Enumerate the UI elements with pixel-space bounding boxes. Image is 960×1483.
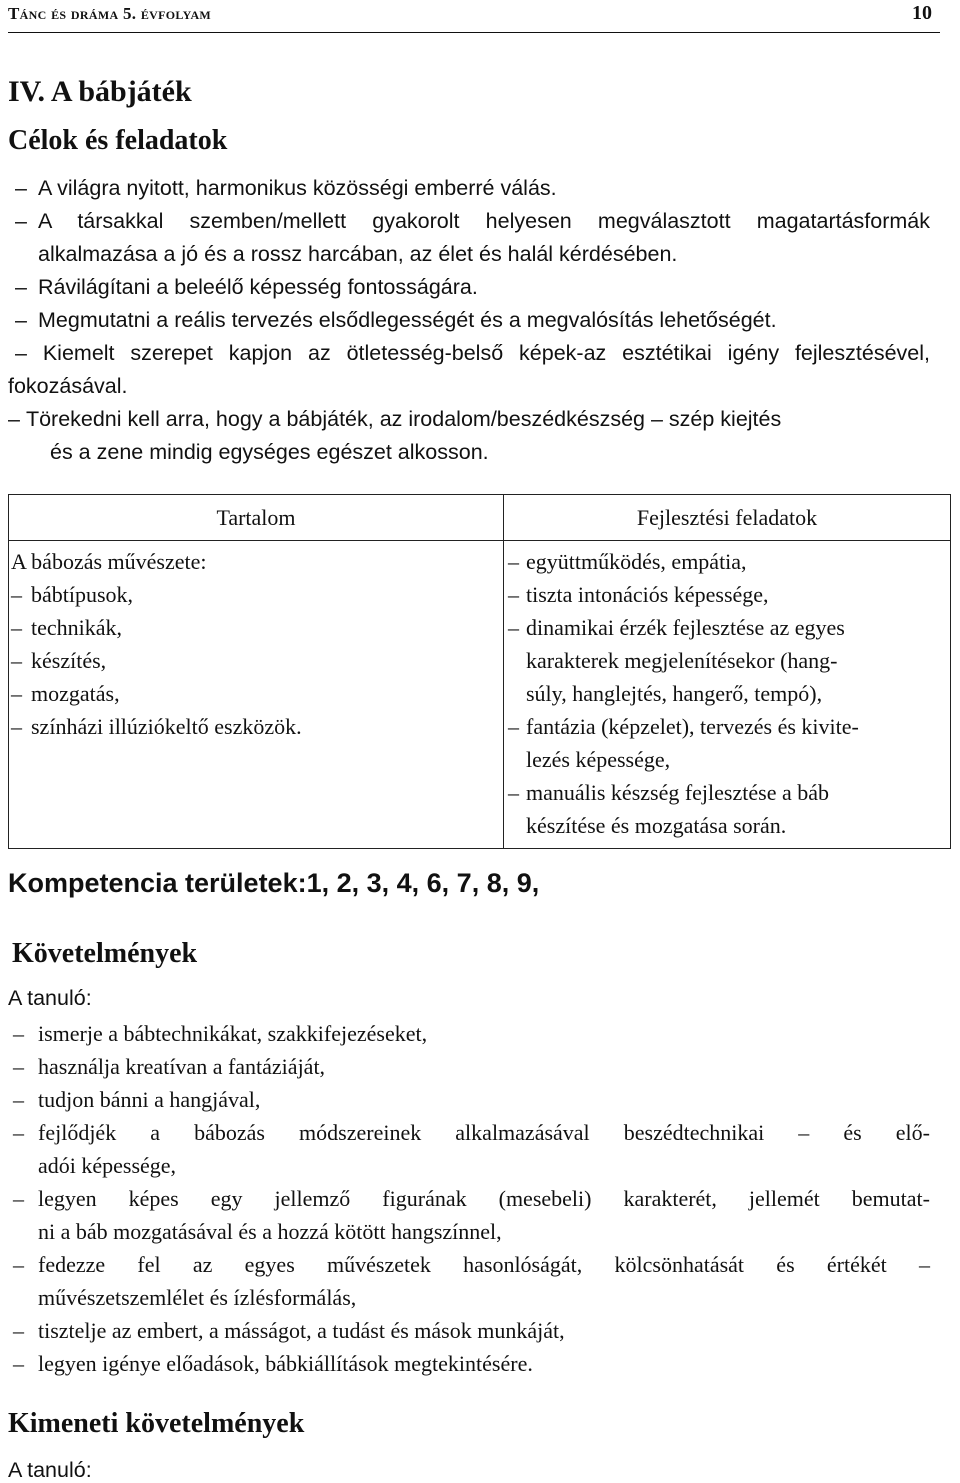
running-header-title: Tánc és dráma 5. évfolyam — [8, 4, 212, 23]
list-item: – mozgatás, — [11, 681, 120, 706]
competence-heading: Kompetencia területek:1, 2, 3, 4, 6, 7, 8, 9, — [8, 868, 540, 898]
output-requirements-heading: Kimeneti követelmények — [8, 1408, 305, 1439]
dash-bullet: – — [15, 209, 27, 233]
list-item: – fejlődjék a bábozás módszereinek alkalmazásával beszédtechnikai – és elő- adói képessége, — [13, 1120, 930, 1178]
list-item: – együttműködés, empátia, — [508, 549, 747, 574]
list-item: – használja kreatívan a fantáziáját, — [13, 1054, 326, 1079]
dash-bullet: – — [15, 308, 27, 332]
list-item: – fedezze fel az egyes művészetek hasonlóságát, kölcsönhatását és értékét – művészetszemlélet és ízlésformálás, — [13, 1252, 930, 1310]
list-item: – A társakkal szemben/mellett gyakorolt helyesen megválasztott magatartásformák alkalmazása a jó és a rossz harcában, az élet és halál kérdésében. — [8, 205, 930, 271]
content-cell — [9, 541, 504, 849]
list-item: – A világra nyitott, harmonikus közösségi emberré válás. — [8, 172, 930, 205]
requirements-heading: Követelmények — [12, 938, 198, 969]
list-item: – Rávilágítani a beleélő képesség fontosságára. — [8, 271, 930, 304]
dash-bullet: – — [15, 176, 27, 200]
list-item: – készítés, — [11, 648, 107, 673]
tasks-cell — [504, 541, 951, 849]
list-item: – tisztelje az embert, a másságot, a tudást és mások munkáját, — [13, 1318, 565, 1343]
column-header-content: Tartalom — [9, 495, 504, 541]
dash-bullet: – — [15, 275, 27, 299]
list-item: – Megmutatni a reális tervezés elsődlegességét és a megvalósítás lehetőségét. — [8, 304, 930, 337]
student-label: A tanuló: — [8, 986, 92, 1010]
requirements-list — [8, 1017, 930, 1380]
column-header-tasks: Fejlesztési feladatok — [504, 495, 951, 541]
list-item: – dinamikai érzék fejlesztése az egyes karakterek megjelenítésekor (hang- súly, hanglejtés, hangerő, tempó), — [508, 615, 845, 706]
list-item: – tudjon bánni a hangjával, — [13, 1087, 261, 1112]
header-rule — [8, 32, 940, 33]
list-item: – színházi illúziókeltő eszközök. — [11, 714, 302, 739]
page-number: 10 — [912, 2, 932, 24]
chapter-title: IV. A bábjáték — [8, 75, 192, 108]
list-item: – fantázia (képzelet), tervezés és kivite- lezés képessége, — [508, 714, 859, 772]
list-item: – manuális készség fejlesztése a báb készítése és mozgatása során. — [508, 780, 829, 838]
content-table — [8, 494, 951, 849]
goals-heading: Célok és feladatok — [8, 125, 228, 156]
list-item: – legyen képes egy jellemző figurának (mesebeli) karakterét, jellemét bemutat- ni a báb mozgatásával és a hozzá kötött hangszínnel, — [13, 1186, 930, 1244]
list-item: – tiszta intonációs képessége, — [508, 582, 769, 607]
goals-list — [8, 172, 930, 469]
student-label-2: A tanuló: — [8, 1458, 92, 1482]
list-item: – Kiemelt szerepet kapjon az ötletesség-belső képek-az esztétikai igény fejlesztésével, fokozásával. — [8, 341, 930, 398]
list-item: – legyen igénye előadások, bábkiállítások megtekintésére. — [13, 1351, 533, 1376]
content-intro: A bábozás művészete: — [11, 549, 207, 574]
list-item: – bábtípusok, — [11, 582, 134, 607]
list-item: – Törekedni kell arra, hogy a bábjáték, az irodalom/beszédkészség – szép kiejtés és a zene mindig egységes egészet alkosson. — [8, 407, 782, 464]
list-item: – technikák, — [11, 615, 123, 640]
list-item: – ismerje a bábtechnikákat, szakkifejezéseket, — [13, 1021, 428, 1046]
